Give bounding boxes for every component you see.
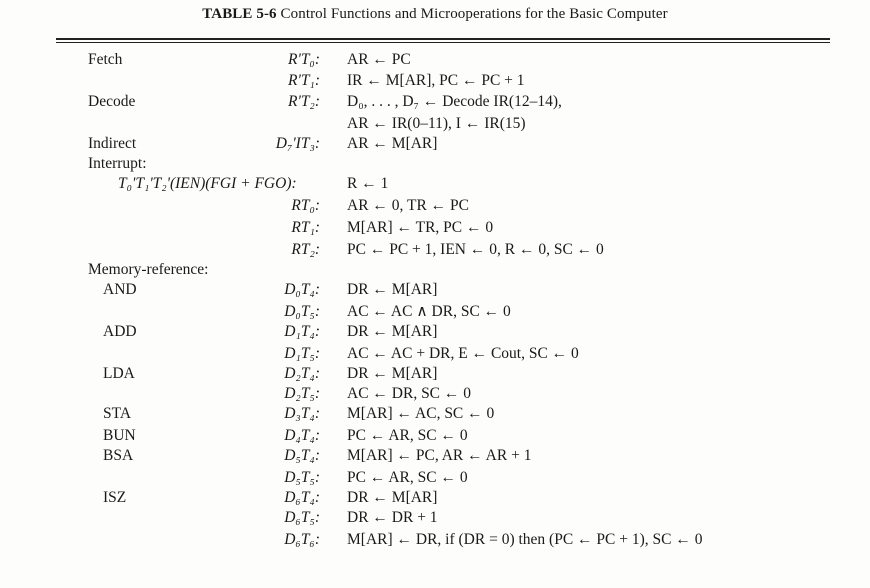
table-row [0,404,870,424]
row-timing: R'T₁: [288,72,320,89]
row-microoperations: M[AR] ← TR, PC ← 0 [347,219,494,236]
table-row [0,508,870,528]
row-microoperations: DR ← M[AR] [347,323,438,340]
table-row [0,446,870,466]
row-timing: D₀T₅: [284,303,320,320]
row-label: Decode [88,93,136,110]
row-microoperations: AR ← IR(0–11), I ← IR(15) [347,115,526,132]
table-row [0,344,870,364]
table-row [0,364,870,384]
row-timing: RT₀: [291,197,320,214]
header-rule-top [56,38,830,40]
row-microoperations: M[AR] ← AC, SC ← 0 [347,405,495,422]
row-microoperations: DR ← DR + 1 [347,509,438,526]
table-row [0,196,870,216]
row-timing: D₂T₄: [284,365,320,382]
table-row [0,468,870,488]
row-timing: D₀T₄: [284,281,320,298]
row-microoperations: D₀, . . . , D₇ ← Decode IR(12–14), [347,93,562,110]
row-timing: RT₂: [291,241,320,258]
row-timing: D₆T₆: [284,531,320,548]
table-row [0,218,870,238]
table-row [0,426,870,446]
row-label: AND [103,281,137,298]
row-timing: D₂T₅: [284,385,320,402]
row-timing: D₄T₄: [284,427,320,444]
row-timing: D₃T₄: [284,405,320,422]
table-row [0,488,870,508]
table-row [0,530,870,550]
row-timing: RT₁: [291,219,320,236]
table-title: Control Functions and Microoperations for the Basic Computer [280,6,668,22]
table-row [0,134,870,154]
row-label: LDA [103,365,135,382]
table-row [0,92,870,112]
table-row [0,71,870,91]
table-row [0,114,870,134]
row-timing: D₁T₅: [284,345,320,362]
row-microoperations: R ← 1 [347,175,389,192]
table-row [0,174,870,194]
row-microoperations: DR ← M[AR] [347,365,438,382]
row-microoperations: AC ← AC + DR, E ← Cout, SC ← 0 [347,345,579,362]
table-row [0,280,870,300]
row-microoperations: PC ← PC + 1, IEN ← 0, R ← 0, SC ← 0 [347,241,604,258]
row-label: Indirect [88,135,137,152]
table-caption [0,6,870,23]
row-label: Fetch [88,51,123,68]
table-row [0,384,870,404]
row-label: BUN [103,427,136,444]
table-row [0,322,870,342]
table-row [0,240,870,260]
table-row [0,302,870,322]
row-microoperations: PC ← AR, SC ← 0 [347,469,468,486]
row-label: ADD [103,323,137,340]
row-microoperations: AR ← 0, TR ← PC [347,197,470,214]
row-microoperations: AC ← AC ∧ DR, SC ← 0 [347,303,511,320]
row-timing: D₁T₄: [284,323,320,340]
row-microoperations: M[AR] ← DR, if (DR = 0) then (PC ← PC + 1), SC ← 0 [347,531,703,548]
row-microoperations: AR ← M[AR] [347,135,438,152]
row-timing: R'T₀: [288,51,320,68]
row-label: Interrupt: [88,155,147,172]
table-row [0,154,870,174]
row-label: ISZ [103,489,127,506]
header-rule-bottom [56,42,830,43]
row-microoperations: M[AR] ← PC, AR ← AR + 1 [347,447,532,464]
table-number: TABLE 5-6 [202,6,277,22]
row-timing: D₆T₅: [284,509,320,526]
row-microoperations: PC ← AR, SC ← 0 [347,427,468,444]
row-timing: D₅T₄: [284,447,320,464]
row-label: T₀'T₁'T₂'(IEN)(FGI + FGO): [118,175,297,192]
table-row [0,260,870,280]
row-microoperations: IR ← M[AR], PC ← PC + 1 [347,72,525,89]
row-label: STA [103,405,132,422]
table-row [0,50,870,70]
row-microoperations: DR ← M[AR] [347,281,438,298]
row-timing: D₅T₅: [284,469,320,486]
row-label: BSA [103,447,134,464]
row-timing: D₆T₄: [284,489,320,506]
row-microoperations: DR ← M[AR] [347,489,438,506]
row-timing: D₇'IT₃: [275,135,320,152]
row-timing: R'T₂: [288,93,320,110]
row-microoperations: AC ← DR, SC ← 0 [347,385,472,402]
row-label: Memory-reference: [88,261,209,278]
row-microoperations: AR ← PC [347,51,411,68]
